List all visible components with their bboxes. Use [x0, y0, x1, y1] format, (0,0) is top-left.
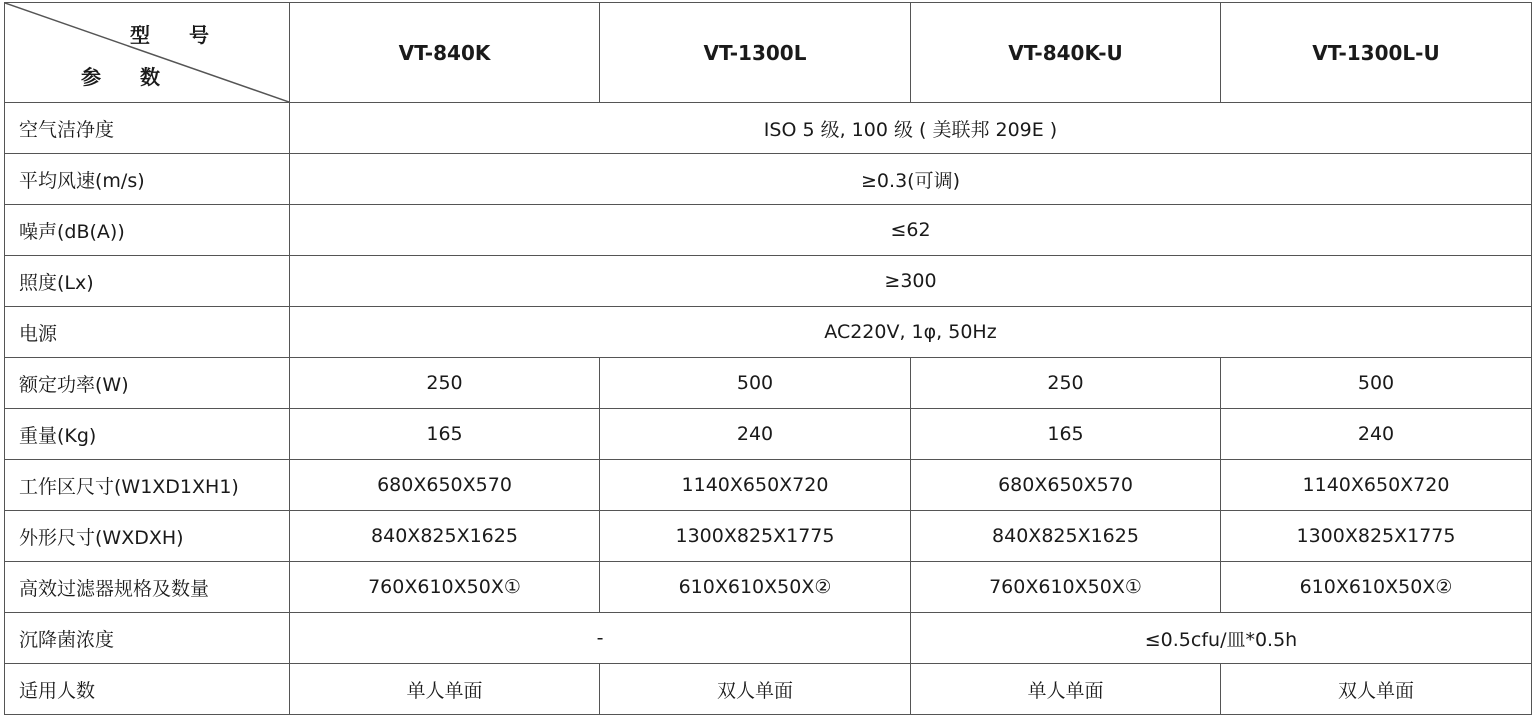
param-label: 适用人数	[5, 664, 290, 715]
model-header-cell: VT-1300L-U	[1221, 3, 1532, 103]
param-label: 照度(Lx)	[5, 256, 290, 307]
param-label: 噪声(dB(A))	[5, 205, 290, 256]
param-label: 沉降菌浓度	[5, 613, 290, 664]
corner-header-cell	[5, 3, 290, 103]
value-cell: 500	[1221, 358, 1532, 409]
header-row	[5, 3, 1532, 103]
value-cell: 760X610X50X①	[290, 562, 600, 613]
value-cell: 1140X650X720	[600, 460, 911, 511]
paired-value-cell: -	[290, 613, 911, 664]
paired-value-cell: ≤0.5cfu/皿*0.5h	[911, 613, 1532, 664]
value-cell: 250	[911, 358, 1221, 409]
shared-value-cell: ISO 5 级, 100 级 ( 美联邦 209E )	[290, 103, 1532, 154]
value-cell: 680X650X570	[290, 460, 600, 511]
table-row	[5, 154, 1532, 205]
value-cell: 760X610X50X①	[911, 562, 1221, 613]
spec-table	[4, 2, 1532, 715]
param-label: 电源	[5, 307, 290, 358]
param-label: 工作区尺寸(W1XD1XH1)	[5, 460, 290, 511]
value-cell: 610X610X50X②	[1221, 562, 1532, 613]
value-cell: 165	[290, 409, 600, 460]
param-label: 额定功率(W)	[5, 358, 290, 409]
param-label: 平均风速(m/s)	[5, 154, 290, 205]
table-row	[5, 511, 1532, 562]
value-cell: 840X825X1625	[911, 511, 1221, 562]
table-row	[5, 103, 1532, 154]
model-header-cell: VT-1300L	[600, 3, 911, 103]
value-cell: 1300X825X1775	[1221, 511, 1532, 562]
table-row	[5, 256, 1532, 307]
value-cell: 250	[290, 358, 600, 409]
param-label: 高效过滤器规格及数量	[5, 562, 290, 613]
value-cell: 双人单面	[1221, 664, 1532, 715]
shared-value-cell: ≤62	[290, 205, 1532, 256]
value-cell: 610X610X50X②	[600, 562, 911, 613]
value-cell: 240	[1221, 409, 1532, 460]
param-label: 外形尺寸(WXDXH)	[5, 511, 290, 562]
table-row	[5, 409, 1532, 460]
value-cell: 双人单面	[600, 664, 911, 715]
table-row	[5, 664, 1532, 715]
table-row	[5, 205, 1532, 256]
value-cell: 680X650X570	[911, 460, 1221, 511]
value-cell: 单人单面	[290, 664, 600, 715]
param-label: 重量(Kg)	[5, 409, 290, 460]
model-header-cell: VT-840K	[290, 3, 600, 103]
shared-value-cell: AC220V, 1φ, 50Hz	[290, 307, 1532, 358]
value-cell: 单人单面	[911, 664, 1221, 715]
param-label: 空气洁净度	[5, 103, 290, 154]
value-cell: 840X825X1625	[290, 511, 600, 562]
shared-value-cell: ≥300	[290, 256, 1532, 307]
shared-value-cell: ≥0.3(可调)	[290, 154, 1532, 205]
value-cell: 240	[600, 409, 911, 460]
table-row	[5, 307, 1532, 358]
value-cell: 165	[911, 409, 1221, 460]
corner-model-label: 型 号	[130, 23, 225, 47]
corner-param-label: 参 数	[81, 65, 176, 89]
table-row	[5, 358, 1532, 409]
table-row	[5, 460, 1532, 511]
value-cell: 1300X825X1775	[600, 511, 911, 562]
model-header-cell: VT-840K-U	[911, 3, 1221, 103]
value-cell: 1140X650X720	[1221, 460, 1532, 511]
table-row	[5, 562, 1532, 613]
value-cell: 500	[600, 358, 911, 409]
table-row	[5, 613, 1532, 664]
